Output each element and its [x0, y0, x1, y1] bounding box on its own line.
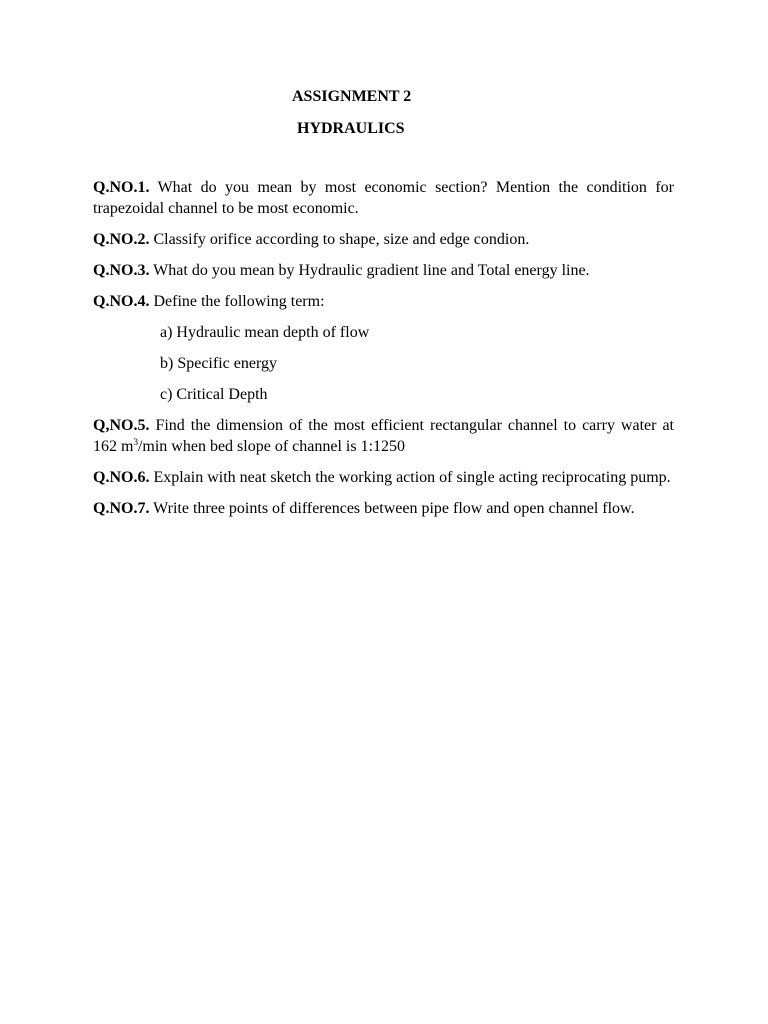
question-text: Define the following term:	[153, 293, 325, 310]
question-number: Q,NO.5.	[93, 417, 150, 434]
question-number: Q.NO.3.	[93, 262, 150, 279]
question-3	[93, 260, 674, 281]
question-4-item-c: c) Critical Depth	[160, 386, 268, 403]
subject-title: HYDRAULICS	[297, 120, 405, 137]
question-number: Q.NO.7.	[93, 500, 150, 517]
question-text-before: Find the dimension of the most efficient rectangular channel to carry water at 162 m	[93, 417, 675, 455]
superscript: 3	[133, 437, 138, 447]
question-text: Write three points of differences between pipe flow and open channel flow.	[153, 500, 635, 517]
question-list	[93, 177, 674, 529]
question-number: Q.NO.1.	[93, 179, 150, 196]
question-4-item-b: b) Specific energy	[160, 355, 277, 372]
question-number: Q.NO.2.	[93, 231, 150, 248]
question-5	[93, 415, 674, 457]
question-7	[93, 498, 674, 519]
question-text: Classify orifice according to shape, size and edge condion.	[153, 231, 530, 248]
question-1	[93, 177, 674, 219]
question-4-item-a: a) Hydraulic mean depth of flow	[160, 324, 370, 341]
question-4	[93, 291, 674, 312]
question-text-after: /min when bed slope of channel is 1:1250	[137, 438, 406, 455]
question-text: What do you mean by most economic section? Mention the condition for trapezoidal channel to be most economic.	[93, 179, 674, 217]
question-2	[93, 229, 674, 250]
assignment-title: ASSIGNMENT 2	[292, 88, 412, 105]
question-text: What do you mean by Hydraulic gradient line and Total energy line.	[153, 262, 590, 279]
question-number: Q.NO.4.	[93, 293, 150, 310]
question-text: Explain with neat sketch the working action of single acting reciprocating pump.	[153, 469, 671, 486]
question-6	[93, 467, 674, 488]
question-number: Q.NO.6.	[93, 469, 150, 486]
